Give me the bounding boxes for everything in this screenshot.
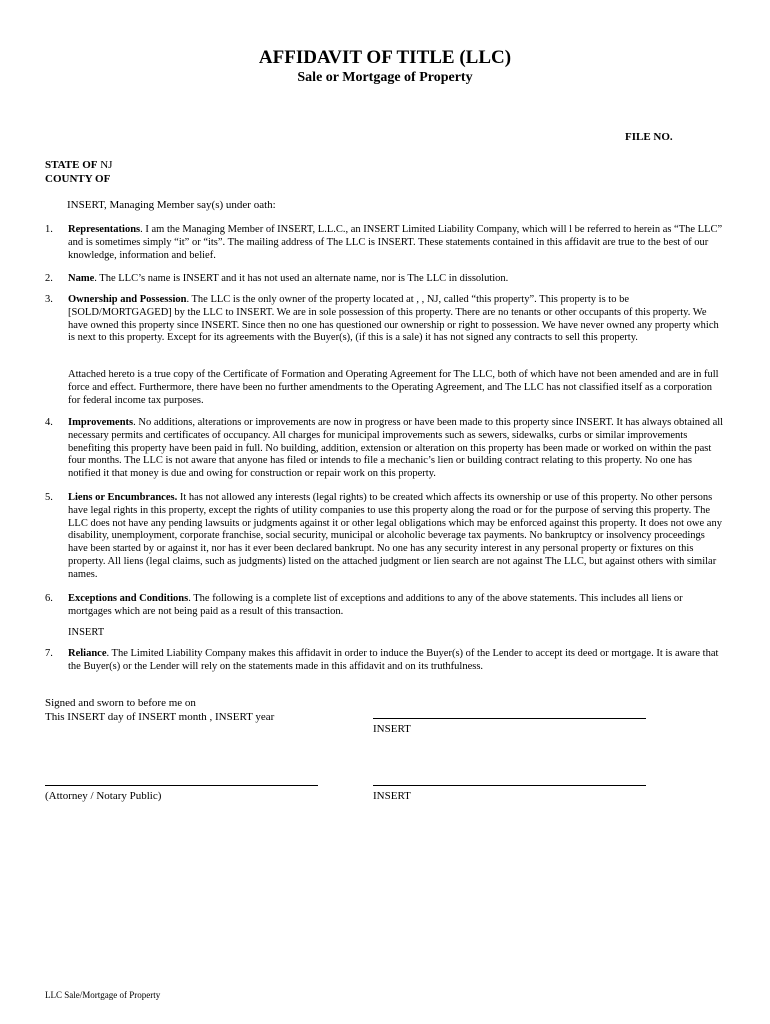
clause-heading: Liens or Encumbrances. <box>68 492 178 503</box>
clause-4 <box>45 417 725 481</box>
clause-5 <box>45 492 725 582</box>
signature-label-notary: (Attorney / Notary Public) <box>45 790 162 802</box>
document-subtitle: Sale or Mortgage of Property <box>297 70 473 85</box>
oath-statement: INSERT, Managing Member say(s) under oath: <box>67 199 276 211</box>
sworn-statement <box>45 696 274 724</box>
sworn-line-1: Signed and sworn to before me on <box>45 697 196 709</box>
clause-number: 4. <box>45 417 53 428</box>
clause-text: It has not allowed any interests (legal rights) to be created which affects its ownership or use of this property. No other persons have legal rights in this property, except the rights of utility companies to use this property along the road or for the purpose of serving this property. The LLC does not have any pending lawsuits or judgments against it or other legal obligations which may be enforced against this property. It does not owe any disability, unemployment, corporate franchise, social security, municipal or alcoholic beverage tax payments. No bankruptcy or insolvency proceedings have been started by or against it, nor has it ever been declared bankrupt. No one has any security interest in any personal property or fixtures on this property. All liens (legal claims, such as judgments) listed on the attached judgment or lien search are not against The LLC, but against others with similar names. <box>68 492 722 580</box>
signature-line-member-1 <box>373 718 646 719</box>
exceptions-insert: INSERT <box>68 627 105 638</box>
clause-number: 1. <box>45 224 53 235</box>
signature-line-member-2 <box>373 785 646 786</box>
page-footer: LLC Sale/Mortgage of Property <box>45 990 161 1000</box>
clause-7 <box>45 648 725 674</box>
attached-paragraph: Attached hereto is a true copy of the Certificate of Formation and Operating Agreement for The LLC, both of which have not been amended and are in full force and effect. Furthermore, there have been no further amendments to the Operating Agreement, and The LLC has not classified itself as a corporation for federal income tax purposes. <box>68 369 719 406</box>
venue-block <box>45 158 112 186</box>
clause-3 <box>45 294 725 345</box>
clause-text: . I am the Managing Member of INSERT, L.L.C., an INSERT Limited Liability Company, which will l be referred to herein as “The LLC” and is sometimes simply “it” or “its”. The mailing address of The LLC is INSERT. These statements contained in this affidavit are true to the best of our knowledge, information and belief. <box>68 224 723 261</box>
county-label: COUNTY OF <box>45 173 111 185</box>
clause-heading: Representations <box>68 224 141 235</box>
clause-text: . The following is a complete list of exceptions and additions to any of the above statements. This includes all liens or mortgages which are not being paid as a result of this transaction. <box>68 593 683 617</box>
clause-6 <box>45 593 725 619</box>
clause-text: . The LLC’s name is INSERT and it has not used an alternate name, nor is The LLC in dissolution. <box>94 273 509 284</box>
signature-label-member-2: INSERT <box>373 790 411 802</box>
clause-heading: Exceptions and Conditions <box>68 593 189 604</box>
clause-heading: Reliance <box>68 648 107 659</box>
state-label: STATE OF <box>45 159 98 171</box>
clause-text: . The LLC is the only owner of the property located at , , NJ, called “this property”. This property is to be [SOLD/MORTGAGED] by the LLC to INSERT. We are in sole possession of this property. There are no tenants or other occupants of this property. We have owned this property since INSERT. Since then no one has questioned our ownership or right to possession. We have never owned any property which is next to this property. Except for its agreements with the Buyer(s), (if this is a sale) it has not signed any contracts to sell this property. <box>68 294 719 344</box>
clause-heading: Improvements <box>68 417 134 428</box>
document-title: AFFIDAVIT OF TITLE (LLC) <box>258 47 512 68</box>
clause-number: 7. <box>45 648 53 659</box>
clause-number: 2. <box>45 273 53 284</box>
signature-label-member-1: INSERT <box>373 723 411 735</box>
state-value: NJ <box>100 159 113 171</box>
clause-number: 6. <box>45 593 53 604</box>
clause-heading: Ownership and Possession <box>68 294 187 305</box>
file-number-label: FILE NO. <box>625 131 673 143</box>
clause-heading: Name <box>68 273 95 284</box>
clause-1 <box>45 224 725 262</box>
signature-line-notary <box>45 785 318 786</box>
clause-number: 3. <box>45 294 53 305</box>
clause-number: 5. <box>45 492 53 503</box>
sworn-line-2: This INSERT day of INSERT month , INSERT year <box>45 711 275 723</box>
clause-text: . The Limited Liability Company makes this affidavit in order to induce the Buyer(s) of the Lender to accept its deed or mortgage. It is aware that the Buyer(s) or the Lender will rely on the statements made in this affidavit and on its truthfulness. <box>68 648 719 672</box>
clause-2 <box>45 273 725 286</box>
clause-text: . No additions, alterations or improvements are now in progress or have been made to this property since INSERT. It has always obtained all necessary permits and certificates of occupancy. All charges for municipal improvements such as sewers, sidewalks, curbs or similar improvements benefiting this property have been paid in full. No building, addition, extension or alteration on this property has been made or worked on within the past four months. The LLC is not aware that anyone has filed or intends to file a mechanic’s lien or building contract relating to this property. No one has notified it that money is due and owing for construction or repair work on this property. <box>68 417 724 480</box>
